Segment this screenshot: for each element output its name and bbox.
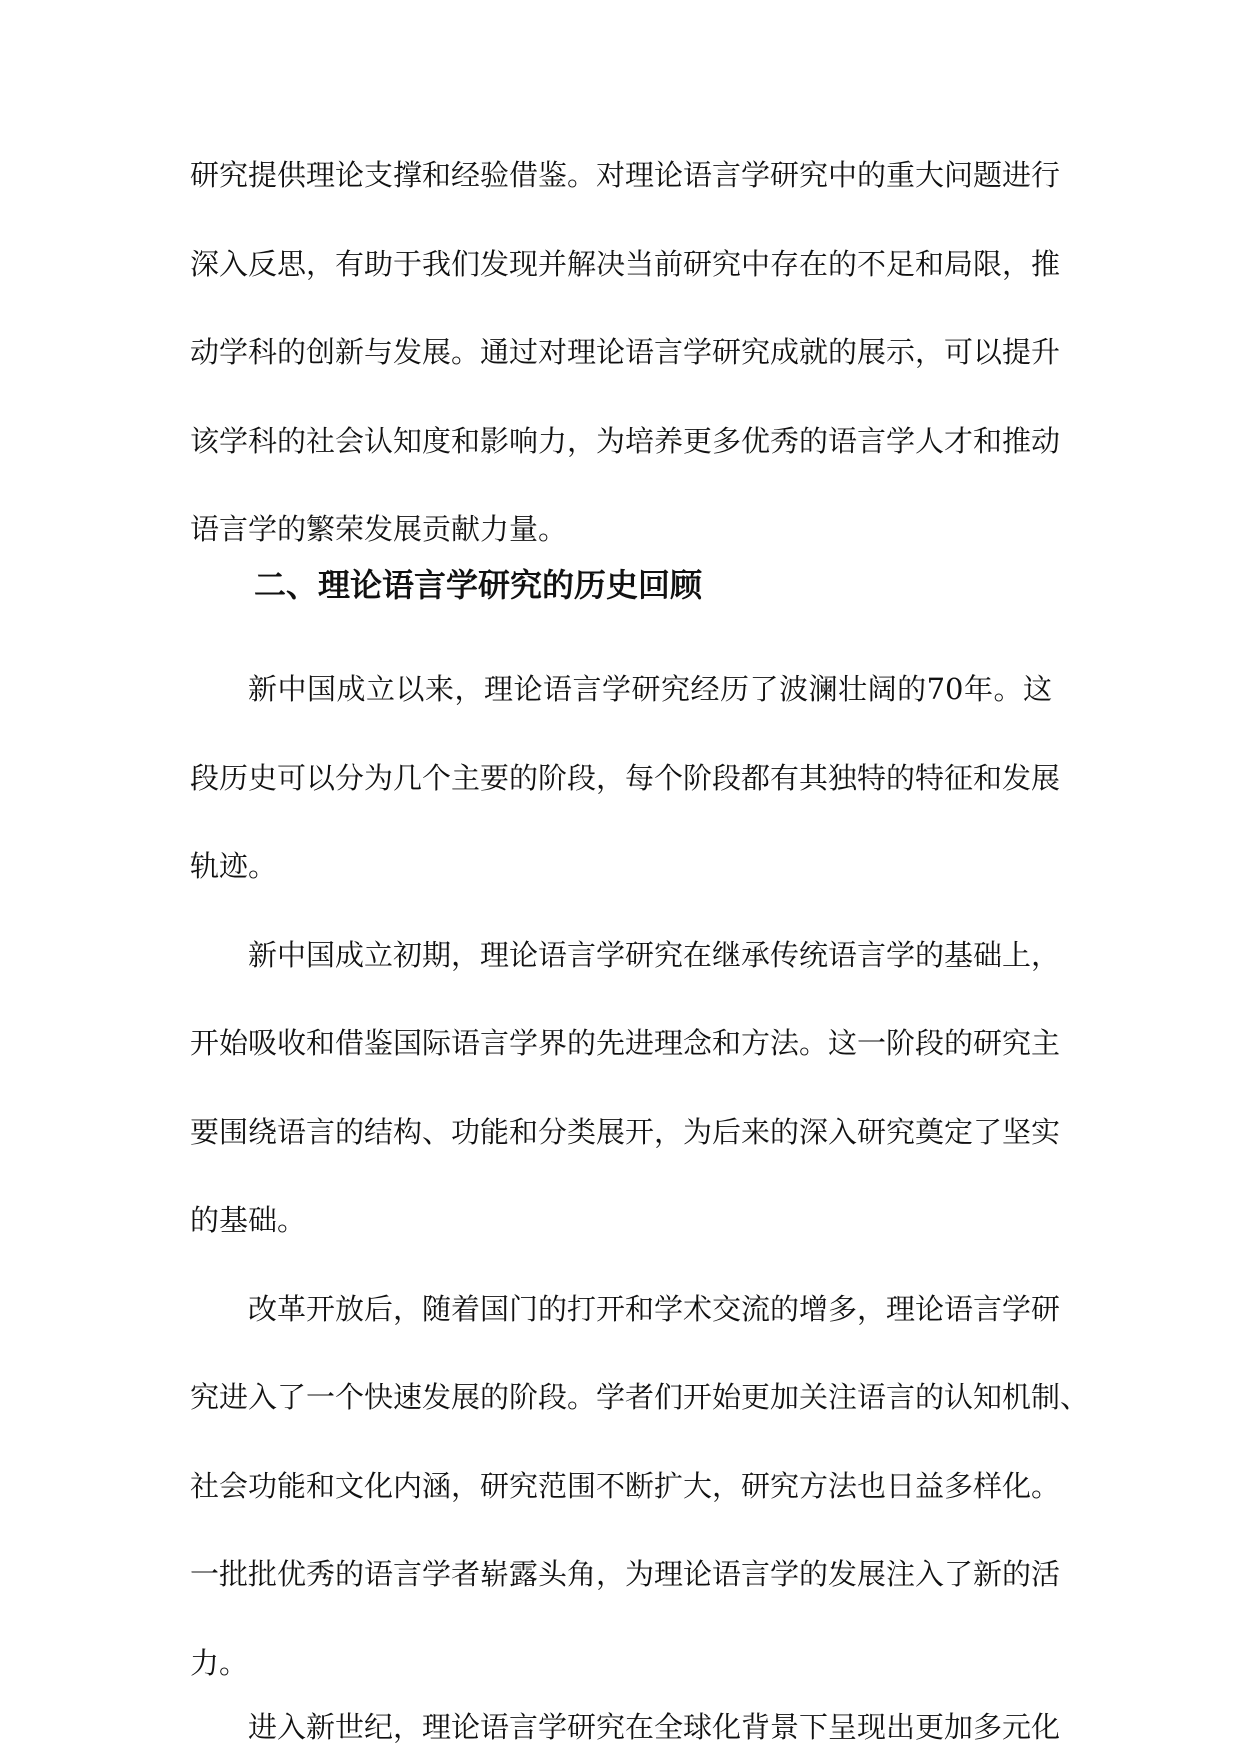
p2-line-2: 开始吸收和借鉴国际语言学界的先进理念和方法。这一阶段的研究主	[190, 1026, 1061, 1060]
intro-line-1: 研究提供理论支撑和经验借鉴。对理论语言学研究中的重大问题进行	[190, 158, 1061, 192]
p3-line-2: 究进入了一个快速发展的阶段。学者们开始更加关注语言的认知机制、	[190, 1380, 1090, 1414]
p4-line-1: 进入新世纪，理论语言学研究在全球化背景下呈现出更加多元化	[248, 1710, 1061, 1744]
intro-line-3: 动学科的创新与发展。通过对理论语言学研究成就的展示，可以提升	[190, 335, 1061, 369]
intro-line-2: 深入反思，有助于我们发现并解决当前研究中存在的不足和局限，推	[190, 247, 1061, 281]
p2-line-3: 要围绕语言的结构、功能和分类展开，为后来的深入研究奠定了坚实	[190, 1115, 1061, 1149]
p3-line-5: 力。	[190, 1646, 249, 1680]
intro-line-5: 语言学的繁荣发展贡献力量。	[190, 512, 568, 546]
p1-line-1: 新中国成立以来，理论语言学研究经历了波澜壮阔的70年。这	[248, 672, 1052, 706]
p1-line-3: 轨迹。	[190, 849, 278, 883]
intro-line-4: 该学科的社会认知度和影响力，为培养更多优秀的语言学人才和推动	[190, 424, 1061, 458]
p1-line-2: 段历史可以分为几个主要的阶段，每个阶段都有其独特的特征和发展	[190, 761, 1061, 795]
p3-line-3: 社会功能和文化内涵，研究范围不断扩大，研究方法也日益多样化。	[190, 1469, 1061, 1503]
p3-line-1: 改革开放后，随着国门的打开和学术交流的增多，理论语言学研	[248, 1292, 1061, 1326]
p2-line-4: 的基础。	[190, 1203, 307, 1237]
section-heading: 二、理论语言学研究的历史回顾	[254, 566, 703, 604]
p2-line-1: 新中国成立初期，理论语言学研究在继承传统语言学的基础上，	[248, 938, 1061, 972]
p3-line-4: 一批批优秀的语言学者崭露头角，为理论语言学的发展注入了新的活	[190, 1557, 1061, 1591]
